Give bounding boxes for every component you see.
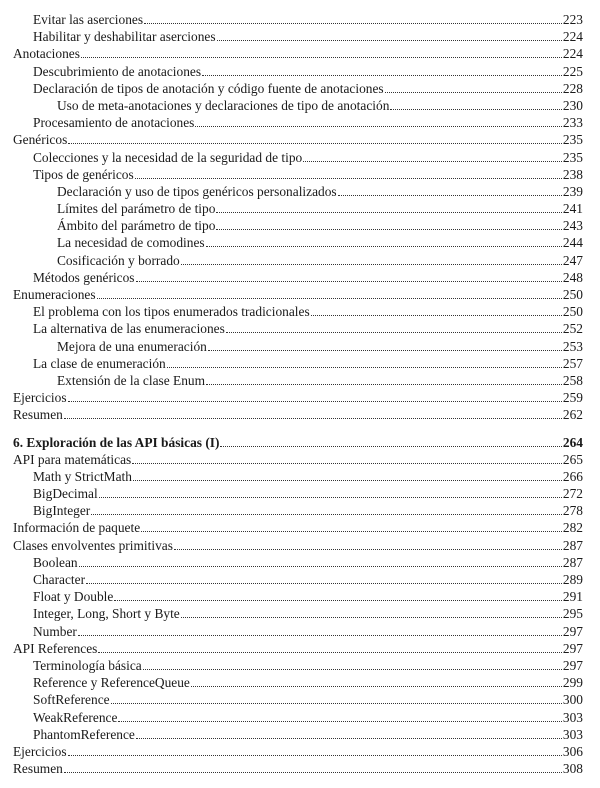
toc-entry-page: 272 [562,486,583,502]
dot-leader [91,513,562,515]
toc-entry-title: Habilitar y deshabilitar aserciones [33,29,216,45]
toc-entry-title: Boolean [33,554,78,570]
toc-entry [13,338,583,355]
toc-entry [13,760,583,777]
dot-leader [338,194,562,196]
toc-entry [13,11,583,28]
toc-entry-page: 278 [562,503,583,519]
toc-entry-title: Resumen [13,761,63,777]
dot-leader [220,445,561,447]
toc-entry-title: Reference y ReferenceQueue [33,675,190,691]
toc-entry-title: Resumen [13,407,63,423]
toc-entry-page: 248 [562,269,583,285]
dot-leader [111,702,562,704]
toc-entry-title: 6. Exploración de las API básicas (I) [13,434,220,450]
toc-entry-page: 235 [562,149,583,165]
toc-entry [13,605,583,622]
toc-entry [13,45,583,62]
dot-leader [114,599,562,601]
toc-entry [13,485,583,502]
dot-leader [68,142,562,144]
toc-entry-title: Clases envolventes primitivas [13,537,173,553]
dot-leader [78,634,562,636]
toc-entry [13,303,583,320]
toc-entry [13,320,583,337]
dot-leader [64,771,562,773]
dot-leader [143,668,562,670]
toc-entry-title: Procesamiento de anotaciones [33,115,195,131]
dot-leader [135,177,562,179]
dot-leader [216,211,562,213]
toc-entry-title: Métodos genéricos [33,269,135,285]
toc-entry [13,691,583,708]
toc-entry-title: La clase de enumeración [33,355,166,371]
toc-entry-page: 228 [562,80,583,96]
toc-entry-title: BigInteger [33,503,91,519]
dot-leader [118,720,561,722]
toc-entry-title: API References [13,640,98,656]
toc-entry [13,389,583,406]
toc-entry-page: 264 [562,434,583,450]
toc-entry-page: 291 [562,589,583,605]
toc-entry-title: Tipos de genéricos [33,166,134,182]
dot-leader [98,651,562,653]
toc-entry-page: 308 [562,761,583,777]
toc-entry [13,537,583,554]
toc-entry-title: Colecciones y la necesidad de la seguridad de tipo [33,149,303,165]
toc-entry-title: SoftReference [33,692,110,708]
toc-entry [13,571,583,588]
toc-entry-page: 303 [562,709,583,725]
toc-entry-title: BigDecimal [33,486,98,502]
toc-entry [13,502,583,519]
toc-entry-page: 300 [562,692,583,708]
toc-entry-page: 287 [562,537,583,553]
toc-entry [13,63,583,80]
dot-leader [311,314,562,316]
dot-leader [303,160,562,162]
toc-entry-page: 258 [562,372,583,388]
toc-entry [13,743,583,760]
toc-entry-title: Extensión de la clase Enum [57,372,205,388]
toc-entry [13,234,583,251]
dot-leader [181,616,562,618]
toc-entry-page: 259 [562,390,583,406]
dot-leader [167,366,562,368]
toc-entry-page: 250 [562,287,583,302]
toc-entry-title: Descubrimiento de anotaciones [33,63,202,79]
table-of-contents [13,11,583,777]
dot-leader [136,280,562,282]
dot-leader [132,462,562,464]
toc-entry-title: Float y Double [33,589,114,605]
toc-entry-page: 224 [562,29,583,45]
toc-entry [13,252,583,269]
toc-entry-title: Uso de meta-anotaciones y declaraciones de tipo de anotación [57,97,390,113]
dot-leader [68,400,562,402]
toc-entry-page: 243 [562,218,583,234]
toc-entry-title: Character [33,572,86,587]
toc-entry-page: 297 [562,623,583,639]
dot-leader [191,685,562,687]
toc-entry [13,355,583,372]
toc-entry-title: Ejercicios [13,390,67,406]
dot-leader [202,74,562,76]
dot-leader [206,383,562,385]
dot-leader [81,56,562,58]
toc-entry-page: 230 [562,97,583,113]
toc-entry-title: WeakReference [33,709,118,725]
toc-entry [13,80,583,97]
dot-leader [206,245,562,247]
toc-entry-page: 241 [562,201,583,217]
toc-entry-page: 303 [562,726,583,742]
toc-entry-page: 282 [562,520,583,536]
toc-entry-page: 299 [562,675,583,691]
toc-entry-page: 250 [562,304,583,320]
toc-entry [13,674,583,691]
toc-entry-title: El problema con los tipos enumerados tradicionales [33,304,310,320]
toc-entry [13,372,583,389]
toc-entry-title: Mejora de una enumeración [57,338,207,354]
toc-entry-title: La necesidad de comodines [57,235,205,251]
toc-entry [13,269,583,286]
toc-entry-page: 235 [562,132,583,148]
toc-entry-title: Genéricos [13,132,68,148]
toc-entry [13,131,583,148]
toc-entry-title: Ejercicios [13,743,67,759]
toc-entry-title: Declaración de tipos de anotación y código fuente de anotaciones [33,80,384,96]
toc-entry-title: Límites del parámetro de tipo [57,201,216,217]
toc-chapter-entry [13,434,583,451]
toc-entry [13,166,583,183]
toc-entry-page: 223 [562,12,583,27]
toc-entry [13,217,583,234]
toc-entry-page: 252 [562,321,583,337]
dot-leader [181,263,562,265]
toc-entry-title: Math y StrictMath [33,468,132,484]
toc-entry-page: 239 [562,183,583,199]
toc-entry [13,657,583,674]
toc-entry-page: 233 [562,115,583,131]
toc-entry [13,200,583,217]
toc-entry-page: 238 [562,166,583,182]
toc-entry [13,97,583,114]
toc-entry-page: 253 [562,338,583,354]
toc-entry-page: 247 [562,252,583,268]
dot-leader [97,297,562,299]
toc-entry-title: Terminología básica [33,657,142,673]
toc-entry [13,406,583,423]
toc-entry [13,640,583,657]
toc-entry-title: Evitar las aserciones [33,12,144,27]
toc-entry-title: Cosificación y borrado [57,252,180,268]
toc-entry-title: Ámbito del parámetro de tipo [57,218,216,234]
dot-leader [195,125,562,127]
dot-leader [64,417,562,419]
toc-entry [13,468,583,485]
toc-entry [13,149,583,166]
toc-entry-page: 257 [562,355,583,371]
toc-entry-title: Integer, Long, Short y Byte [33,606,180,622]
toc-entry [13,183,583,200]
toc-entry-page: 266 [562,468,583,484]
dot-leader [141,530,562,532]
dot-leader [217,39,562,41]
dot-leader [136,737,562,739]
dot-leader [174,548,562,550]
toc-entry-title: Anotaciones [13,46,80,62]
dot-leader [86,582,562,584]
toc-entry-page: 265 [562,451,583,467]
toc-entry [13,623,583,640]
toc-entry [13,451,583,468]
dot-leader [99,496,562,498]
toc-entry-title: API para matemáticas [13,451,132,467]
toc-entry-title: Enumeraciones [13,287,96,302]
toc-entry-title: Información de paquete [13,520,141,536]
toc-entry-page: 262 [562,407,583,423]
toc-entry [13,588,583,605]
dot-leader [68,754,562,756]
toc-entry-page: 224 [562,46,583,62]
toc-entry-page: 295 [562,606,583,622]
toc-entry [13,519,583,536]
dot-leader [133,479,562,481]
toc-entry-title: Number [33,623,77,639]
toc-entry [13,28,583,45]
toc-entry [13,286,583,303]
toc-entry [13,709,583,726]
toc-entry-page: 306 [562,743,583,759]
dot-leader [226,331,562,333]
dot-leader [385,91,562,93]
toc-entry [13,726,583,743]
dot-leader [144,22,562,24]
dot-leader [216,228,561,230]
dot-leader [79,565,562,567]
dot-leader [208,349,562,351]
dot-leader [390,108,562,110]
toc-entry-page: 225 [562,63,583,79]
toc-entry-page: 244 [562,235,583,251]
toc-entry-title: PhantomReference [33,726,135,742]
toc-entry-page: 297 [562,640,583,656]
toc-entry-page: 297 [562,657,583,673]
toc-entry [13,554,583,571]
toc-entry [13,114,583,131]
toc-entry-title: Declaración y uso de tipos genéricos personalizados [57,183,337,199]
toc-entry-page: 287 [562,554,583,570]
toc-entry-page: 289 [562,572,583,587]
toc-entry-title: La alternativa de las enumeraciones [33,321,225,337]
